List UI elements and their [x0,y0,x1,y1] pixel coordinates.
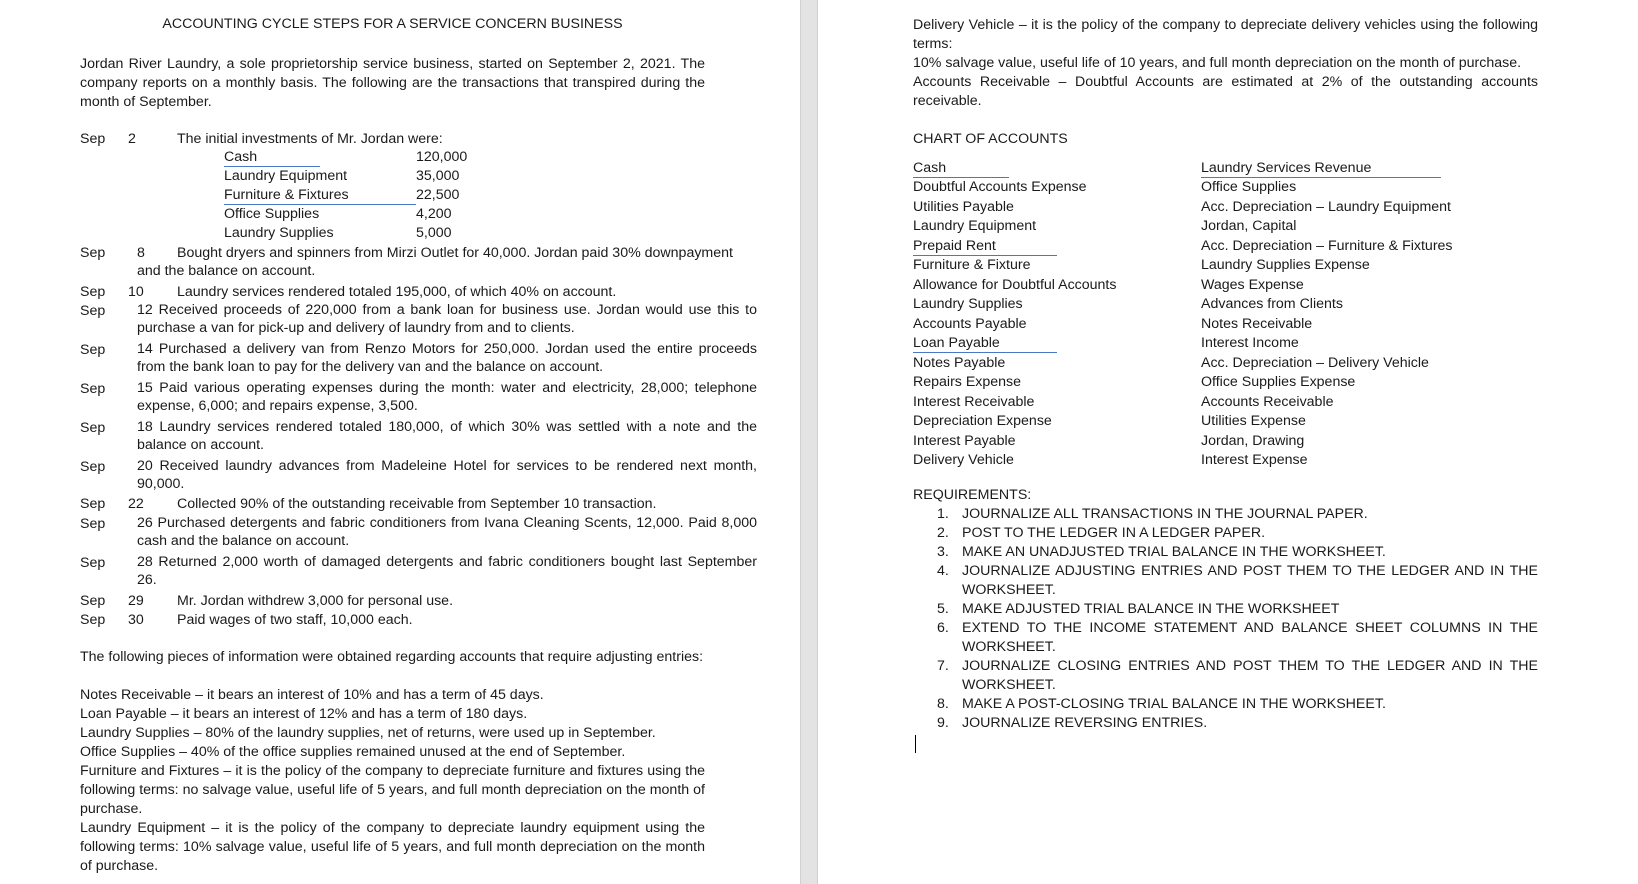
account-item: Laundry Supplies [913,296,1023,312]
requirement-text: MAKE A POST-CLOSING TRIAL BALANCE IN THE WORKSHEET. [962,696,1386,712]
account-item: Prepaid Rent [913,238,1057,256]
investment-item-name: Laundry Equipment [224,168,348,184]
transaction-text: Mr. Jordan withdrew 3,000 for personal use. [177,593,454,609]
transaction-day: 8 [137,245,145,261]
transaction-text: Paid wages of two staff, 10,000 each. [177,612,413,628]
transaction-text: 12 Received proceeds of 220,000 from a bank loan for business use. Jordan would use this to purchase a van for pick-up and delivery of laundry from and to clients. [137,302,757,336]
adjusting-intro: The following pieces of information were obtained regarding accounts that require adjusting entries: [80,649,704,665]
requirements-heading: REQUIREMENTS: [913,487,1032,503]
requirement-number: 3. [937,544,949,560]
account-item: Cash [913,160,1009,178]
transaction-month: Sep [80,459,106,475]
investment-item-value: 4,200 [416,206,452,222]
transaction-month: Sep [80,284,106,300]
account-item: Interest Payable [913,433,1016,449]
transaction-month: Sep [80,342,106,358]
transaction-month: Sep [80,593,106,609]
account-item: Laundry Equipment [913,218,1037,234]
account-item: Jordan, Capital [1201,218,1297,234]
account-item: Repairs Expense [913,374,1022,390]
requirement-text: POST TO THE LEDGER IN A LEDGER PAPER. [962,525,1266,541]
account-item: Notes Payable [913,355,1006,371]
adjusting-line: Office Supplies – 40% of the office supplies remained unused at the end of September. [80,744,626,760]
requirement-text: JOURNALIZE ALL TRANSACTIONS IN THE JOURNAL PAPER. [962,506,1368,522]
transaction-text: 14 Purchased a delivery van from Renzo Motors for 250,000. Jordan used the entire proceeds from the bank loan to pay for the delivery van and the balance on account. [137,341,757,375]
requirement-number: 7. [937,658,949,674]
account-item: Notes Receivable [1201,316,1313,332]
transaction-month: Sep [80,420,106,436]
investment-item-name: Furniture & Fixtures [224,187,416,205]
requirement-number: 2. [937,525,949,541]
requirement-number: 4. [937,563,949,579]
account-item: Laundry Supplies Expense [1201,257,1370,273]
transaction-text: 26 Purchased detergents and fabric conditioners from Ivana Cleaning Scents, 12,000. Paid 8,000 cash and the balance on account. [137,515,757,549]
transaction-month: Sep [80,303,106,319]
investment-item-value: 35,000 [416,168,460,184]
adjusting-line: Notes Receivable – it bears an interest of 10% and has a term of 45 days. [80,687,544,703]
account-item: Utilities Expense [1201,413,1306,429]
account-item: Doubtful Accounts Expense [913,179,1087,195]
transaction-month: Sep [80,516,106,532]
account-item: Acc. Depreciation – Laundry Equipment [1201,199,1451,215]
transaction-month: Sep [80,555,106,571]
document-page-right [818,0,1638,884]
transaction-text: 18 Laundry services rendered totaled 180,000, of which 30% was settled with a note and the balance on account. [137,419,757,453]
requirement-text: JOURNALIZE CLOSING ENTRIES AND POST THEM TO THE LEDGER AND IN THE WORKSHEET. [962,658,1538,693]
requirement-number: 5. [937,601,949,617]
account-item: Laundry Services Revenue [1201,160,1441,178]
account-item: Accounts Payable [913,316,1027,332]
transaction-text: Laundry services rendered totaled 195,000, of which 40% on account. [177,284,617,300]
equipment-policy-paragraph: Laundry Equipment – it is the policy of the company to depreciate laundry equipment using the following terms: 10% salvage value, useful life of 5 years, and full month depreciation on the month of purchase. [80,820,705,874]
transaction-text: 15 Paid various operating expenses during the month: water and electricity, 28,000; telephone expense, 6,000; and repairs expense, 3,500. [137,380,757,414]
account-item: Interest Receivable [913,394,1035,410]
account-item: Furniture & Fixture [913,257,1031,273]
salvage-line: 10% salvage value, useful life of 10 years, and full month depreciation on the month of purchase. [913,55,1522,71]
adjusting-line: Loan Payable – it bears an interest of 12% and has a term of 180 days. [80,706,528,722]
requirement-number: 1. [937,506,949,522]
requirement-text: JOURNALIZE ADJUSTING ENTRIES AND POST THEM TO THE LEDGER AND IN THE WORKSHEET. [962,563,1538,598]
account-item: Jordan, Drawing [1201,433,1305,449]
investment-item-name: Laundry Supplies [224,225,334,241]
account-item: Interest Income [1201,335,1299,351]
investment-item-name: Office Supplies [224,206,320,222]
requirement-text: EXTEND TO THE INCOME STATEMENT AND BALANCE SHEET COLUMNS IN THE WORKSHEET. [962,620,1538,655]
transaction-text: and the balance on account. [137,263,316,279]
transaction-month: Sep [80,381,106,397]
delivery-vehicle-paragraph: Delivery Vehicle – it is the policy of the company to depreciate delivery vehicles using the following terms: [913,17,1538,52]
investment-item-value: 120,000 [416,149,468,165]
account-item: Utilities Payable [913,199,1014,215]
requirement-number: 8. [937,696,949,712]
investment-item-name: Cash [224,149,320,167]
requirement-text: JOURNALIZE REVERSING ENTRIES. [962,715,1208,731]
account-item: Office Supplies Expense [1201,374,1356,390]
transaction-text: Collected 90% of the outstanding receivable from September 10 transaction. [177,496,657,512]
account-item: Advances from Clients [1201,296,1343,312]
transaction-text: 20 Received laundry advances from Madeleine Hotel for services to be rendered next month, 90,000. [137,458,757,492]
intro-paragraph: Jordan River Laundry, a sole proprietorship service business, started on September 2, 2021. The company reports on a monthly basis. The following are the transactions that transpired during the month of September. [80,56,705,110]
account-item: Acc. Depreciation – Furniture & Fixtures [1201,238,1453,254]
document-title: ACCOUNTING CYCLE STEPS FOR A SERVICE CONCERN BUSINESS [162,16,623,32]
account-item: Loan Payable [913,335,1057,353]
account-item: Delivery Vehicle [913,452,1014,468]
transaction-day: 29 [128,593,144,609]
requirement-number: 9. [937,715,949,731]
account-item: Office Supplies [1201,179,1297,195]
furniture-policy-paragraph: Furniture and Fixtures – it is the policy of the company to depreciate furniture and fixtures using the following terms: no salvage value, useful life of 5 years, and full month depreciation on the month of purchase. [80,763,705,817]
transaction-month: Sep [80,612,106,628]
account-item: Wages Expense [1201,277,1304,293]
page-gutter [800,0,818,884]
transaction-text: Bought dryers and spinners from Mirzi Outlet for 40,000. Jordan paid 30% downpayment [177,245,733,261]
sep2-day: 2 [128,131,136,147]
chart-of-accounts-heading: CHART OF ACCOUNTS [913,131,1068,147]
transaction-text: 28 Returned 2,000 worth of damaged detergents and fabric conditioners bought last September 26. [137,554,757,588]
transaction-day: 10 [128,284,144,300]
document-page-left [0,0,800,884]
investment-item-value: 22,500 [416,187,460,203]
requirement-number: 6. [937,620,949,636]
adjusting-line: Laundry Supplies – 80% of the laundry supplies, net of returns, were used up in September. [80,725,656,741]
sep2-month: Sep [80,131,106,147]
accounts-receivable-paragraph: Accounts Receivable – Doubtful Accounts are estimated at 2% of the outstanding accounts receivable. [913,74,1538,109]
transaction-day: 30 [128,612,144,628]
investment-item-value: 5,000 [416,225,452,241]
transaction-month: Sep [80,245,106,261]
account-item: Allowance for Doubtful Accounts [913,277,1117,293]
requirement-text: MAKE ADJUSTED TRIAL BALANCE IN THE WORKSHEET [962,601,1340,617]
transaction-day: 22 [128,496,144,512]
account-item: Acc. Depreciation – Delivery Vehicle [1201,355,1429,371]
text-cursor[interactable] [915,735,916,753]
account-item: Depreciation Expense [913,413,1052,429]
requirement-text: MAKE AN UNADJUSTED TRIAL BALANCE IN THE WORKSHEET. [962,544,1386,560]
transaction-month: Sep [80,496,106,512]
account-item: Interest Expense [1201,452,1308,468]
sep2-text: The initial investments of Mr. Jordan were: [177,131,443,147]
account-item: Accounts Receivable [1201,394,1334,410]
